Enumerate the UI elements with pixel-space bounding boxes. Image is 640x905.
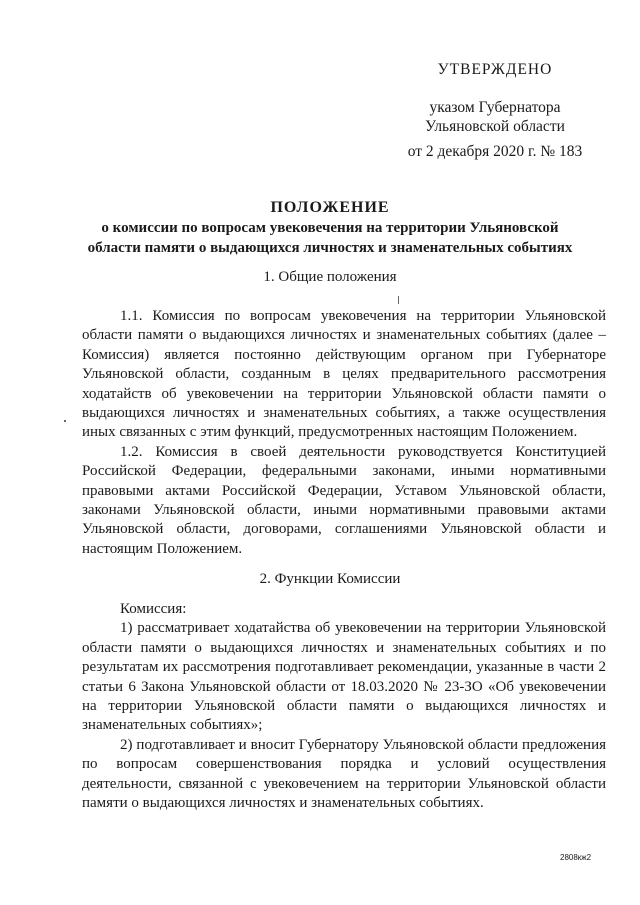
decree-line-2: Ульяновской области (425, 118, 565, 135)
title-main: ПОЛОЖЕНИЕ (270, 199, 390, 216)
paragraph-1-1: 1.1. Комиссия по вопросам увековечения на территории Ульяновской области памяти о выдающихся личностях и знаменательных событиях (далее – Комиссия) является постоянно действующим органом при Губернаторе Ульяновской области, созданным в целях предварительного рассмотрения ходатайств об увековечении на территории Ульяновской области памяти о выдающихся личностях и знаменательных событиях, а также осуществления иных связанных с этим функций, предусмотренных настоящим Положением. (82, 308, 606, 441)
paragraph-1-2: 1.2. Комиссия в своей деятельности руководствуется Конституцией Российской Федерации, федеральными законами, иными нормативными правовыми актами Российской Федерации, Уставом Ульяновской области, законами Ульяновской области, иными нормативными правовыми актами Ульяновской области, договорами, соглашениями Ульяновской области и настоящим Положением. (82, 443, 606, 557)
section-1-body (82, 307, 606, 559)
function-item-2: 2) подготавливает и вносит Губернатору Ульяновской области предложения по вопросам совершенствования порядка и условий осуществления деятельности, связанной с увековечением на территории Ульяновской области памяти о выдающихся личностях и знаменательных событиях. (82, 736, 606, 812)
function-item-1: 1) рассматривает ходатайства об увековечении на территории Ульяновской области памяти о выдающихся личностях и знаменательных событиях и по результатам их рассмотрения подготавливает рекомендации, указанные в части 2 статьи 6 Закона Ульяновской области от 18.03.2020 № 23-ЗО «Об увековечении на территории Ульяновской области памяти о выдающихся личностях и знаменательных событиях»; (82, 620, 606, 734)
section-2-body (82, 600, 606, 813)
scan-speck (398, 296, 399, 304)
section-2-intro: Комиссия: (120, 601, 187, 617)
decree-date: от 2 декабря 2020 г. № 183 (407, 143, 583, 160)
footer-code: 2808кж2 (560, 853, 592, 862)
approval-stamp: УТВЕРЖДЕНО (437, 61, 553, 78)
document-title (60, 198, 600, 258)
decree-reference (400, 98, 590, 136)
section-1-heading: 1. Общие положения (263, 269, 397, 285)
title-sub-line-1: о комиссии по вопросам увековечения на территории Ульяновской (101, 220, 559, 236)
scan-speck (64, 420, 66, 422)
section-2-heading: 2. Функции Комиссии (259, 571, 401, 587)
title-sub-line-2: области памяти о выдающихся личностях и знаменательных событиях (87, 240, 573, 256)
decree-line-1: указом Губернатора (429, 99, 561, 116)
